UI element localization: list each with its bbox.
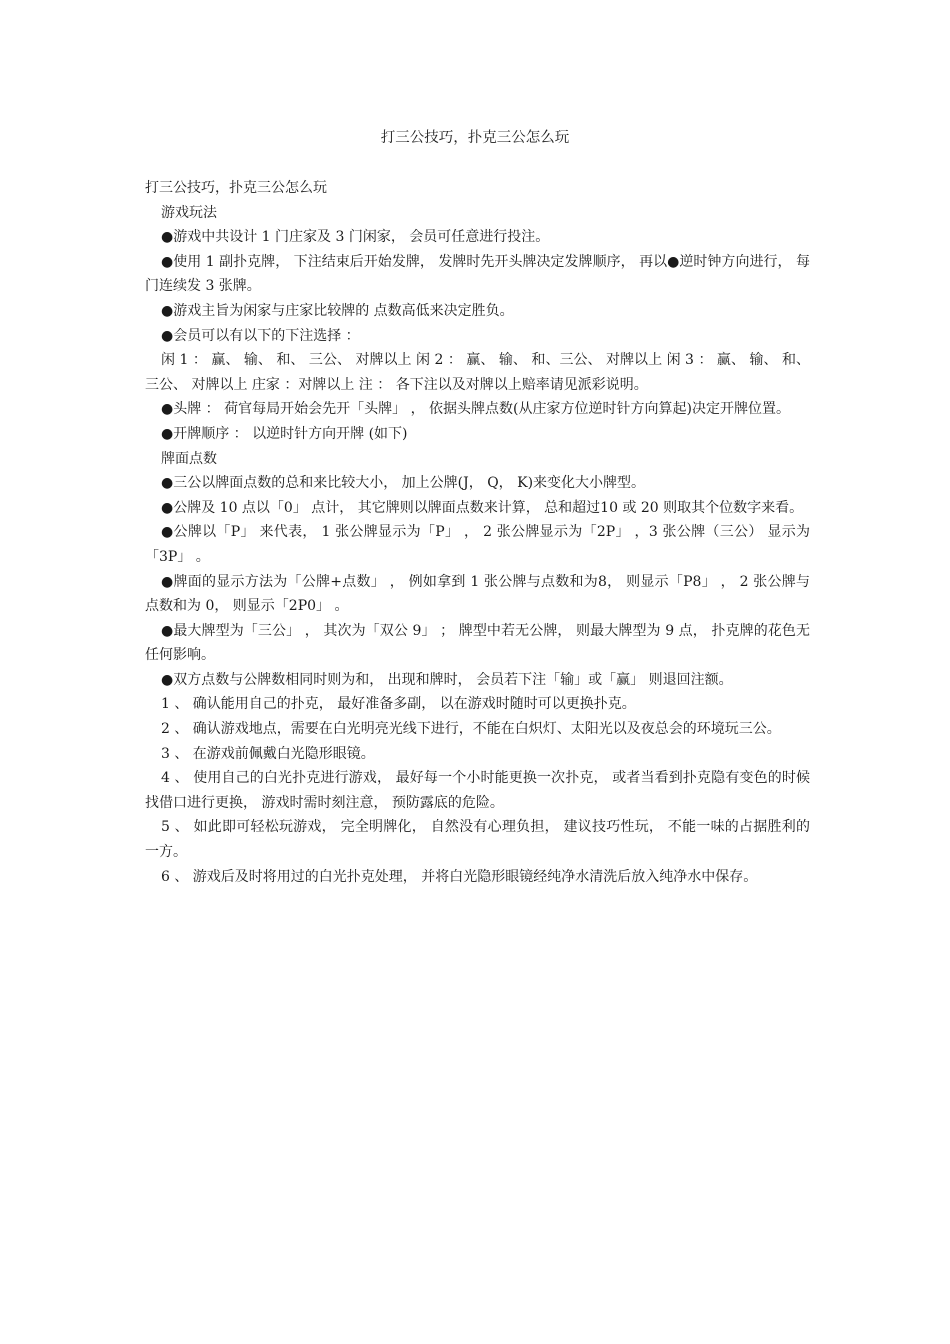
paragraph: ●会员可以有以下的下注选择 ：: [161, 327, 360, 344]
paragraph: ●公牌以「P」 来代表， 1 张公牌显示为「P」 ， 2 张公牌显示为「2P」 ，3 张公牌（三公） 显示为「3P」 。: [145, 524, 810, 565]
numbered-item-3: 3 、 在游戏前佩戴白光隐形眼镜。: [161, 745, 375, 762]
paragraph: ●使用 1 副扑克牌， 下注结束后开始发牌， 发牌时先开头牌决定发牌顺序， 再以●逆时钟方向进行， 每门连续发 3 张牌。: [145, 253, 810, 295]
numbered-item-4: 4 、 使用自己的白光扑克进行游戏， 最好每一个小时能更换一次扑克， 或者当看到扑克隐有变色的时候找借口进行更换， 游戏时需时刻注意， 预防露底的危险。: [145, 770, 810, 811]
paragraph: ●游戏中共设计 1 门庄家及 3 门闲家， 会员可任意进行投注。: [161, 229, 550, 246]
paragraph: ●双方点数与公牌数相同时则为和， 出现和牌时， 会员若下注「输」或「赢」 则退回注额。: [161, 671, 733, 688]
numbered-item-1: 1 、 确认能用自己的扑克， 最好准备多副， 以在游戏时随时可以更换扑克。: [161, 696, 636, 713]
paragraph: ●头牌 ： 荷官每局开始会先开「头牌」 ， 依据头牌点数(从庄家方位逆时针方向算起)决定开牌位置。: [161, 401, 790, 418]
numbered-item-5: 5 、 如此即可轻松玩游戏， 完全明牌化， 自然没有心理负担， 建议技巧性玩， 不能一味的占据胜利的一方。: [145, 819, 810, 861]
section-heading-card-points: 牌面点数: [161, 450, 217, 467]
paragraph: ●公牌及 10 点以「0」 点计， 其它牌则以牌面点数来计算， 总和超过10 或 20 则取其个位数字来看。: [161, 499, 804, 516]
paragraph-bet-options: 闲 1 ： 赢、 输、 和、 三公、 对牌以上 闲 2 ： 赢、 输、 和、三公、 对牌以上 闲 3 ： 赢、 输、 和、 三公、 对牌以上 庄家 ：对牌以上 注 ： 各下注以及对牌以上赔率请见派彩说明。: [145, 352, 810, 393]
paragraph: ●最大牌型为「三公」 ， 其次为「双公 9」 ； 牌型中若无公牌， 则最大牌型为 9 点， 扑克牌的花色无任何影响。: [145, 622, 810, 664]
numbered-item-6: 6 、 游戏后及时将用过的白光扑克处理， 并将白光隐形眼镜经纯净水清洗后放入纯净水中保存。: [161, 868, 758, 885]
paragraph-subtitle: 打三公技巧，扑克三公怎么玩: [145, 180, 327, 196]
paragraph: ●开牌顺序 ： 以逆时针方向开牌 (如下): [161, 425, 408, 442]
paragraph: ●三公以牌面点数的总和来比较大小， 加上公牌(J， Q， K)来变化大小牌型。: [161, 475, 646, 492]
document-body: [145, 176, 810, 889]
paragraph: ●牌面的显示方法为「公牌+点数」 ， 例如拿到 1 张公牌与点数和为8， 则显示「P8」 ， 2 张公牌与点数和为 0， 则显示「2P0」 。: [145, 573, 810, 615]
numbered-item-2: 2 、 确认游戏地点，需要在白光明亮光线下进行，不能在白炽灯、太阳光以及夜总会的环境玩三公。: [161, 721, 781, 738]
section-heading-gameplay: 游戏玩法: [161, 204, 217, 221]
document-title: 打三公技巧，扑克三公怎么玩: [380, 130, 570, 146]
paragraph: ●游戏主旨为闲家与庄家比较牌的 点数高低来决定胜负。: [161, 302, 514, 319]
